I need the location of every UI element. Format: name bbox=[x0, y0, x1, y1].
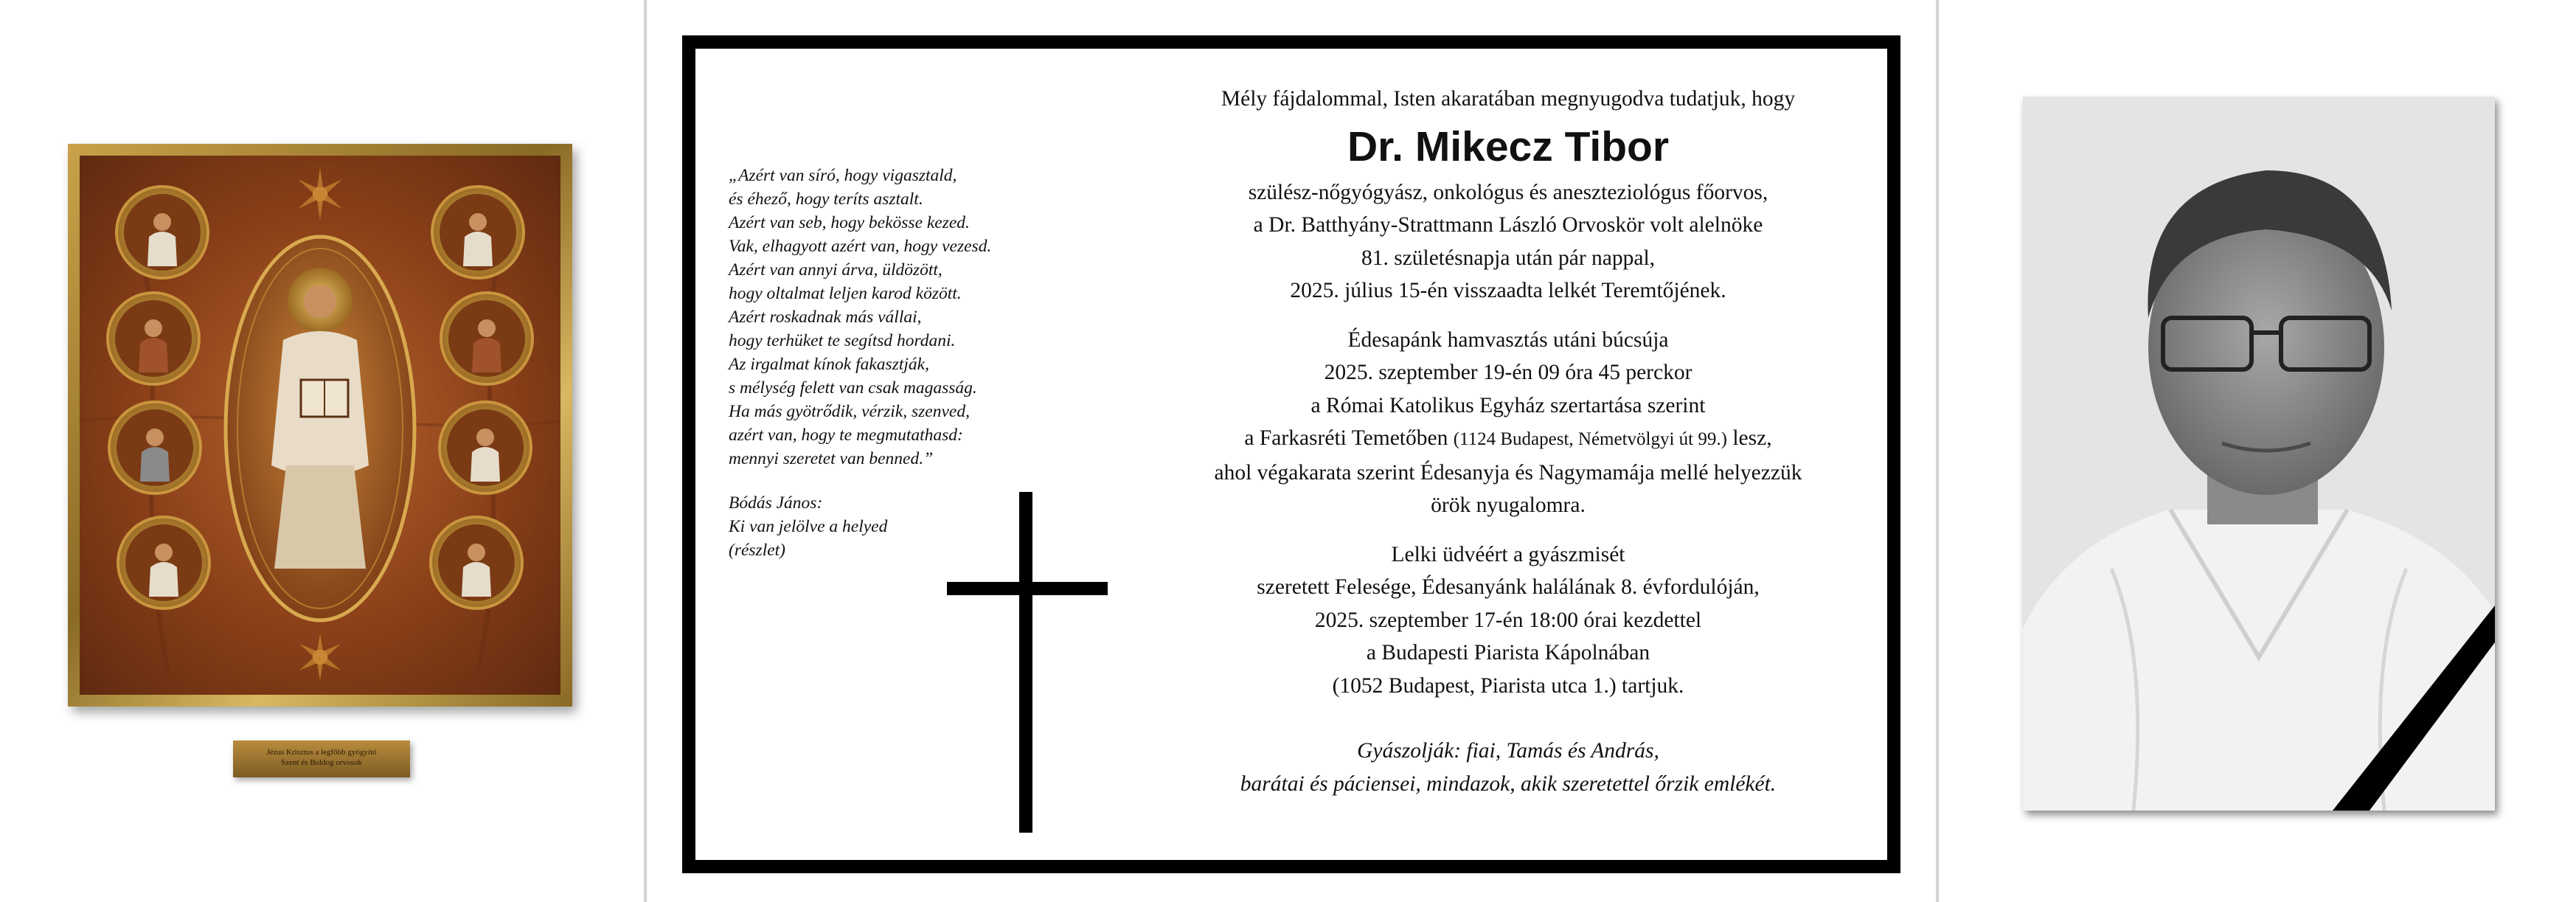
farewell-line: Édesapánk hamvasztás utáni búcsúja bbox=[1347, 327, 1669, 352]
farewell-cemetery-line bbox=[1158, 422, 1858, 457]
bio-line: szülész-nőgyógyász, onkológus és aneszteziológus főorvos, bbox=[1248, 180, 1768, 204]
poem-line: Az irgalmat kínok fakasztják, bbox=[729, 355, 929, 374]
poem bbox=[729, 164, 1046, 471]
mourners-line: Gyászolják: fiai, Tamás és András, bbox=[1357, 739, 1659, 763]
poem-line: hogy oltalmat leljen karod között. bbox=[729, 284, 962, 303]
plaque-line: Jézus Krisztus a legfőbb gyógyító bbox=[266, 748, 377, 757]
cross-horizontal-bar bbox=[947, 582, 1108, 595]
icon-painting bbox=[80, 156, 560, 695]
farewell-line: ahol végakarata szerint Édesanyja és Nagymamája mellé helyezzük bbox=[1214, 460, 1802, 485]
poem-line: mennyi szeretet van benned.” bbox=[729, 449, 934, 468]
poem-line: Azért van seb, hogy bekösse kezed. bbox=[729, 213, 970, 232]
portrait-image bbox=[2023, 97, 2495, 811]
portrait-photo bbox=[2023, 97, 2495, 811]
intro-line: Mély fájdalommal, Isten akaratában megnyugodva tudatjuk, hogy bbox=[1221, 87, 1796, 111]
mass-line: 2025. szeptember 17-én 18:00 órai kezdettel bbox=[1314, 608, 1702, 632]
icon-painting-frame bbox=[68, 144, 572, 707]
poem-line: Vak, elhagyott azért van, hogy vezesd. bbox=[729, 237, 992, 256]
bio-line: 81. születésnapja után pár nappal, bbox=[1361, 246, 1656, 270]
farewell-line: a Római Katolikus Egyház szertartása szerint bbox=[1310, 393, 1706, 417]
poem-line: s mélység felett van csak magasság. bbox=[729, 378, 977, 398]
poem-line: azért van, hogy te megmutathasd: bbox=[729, 426, 963, 445]
mourners-line: barátai és páciensei, mindazok, akik szeretettel őrzik emlékét. bbox=[1240, 771, 1777, 796]
christ-and-saints-icon bbox=[80, 156, 560, 695]
poem-line: Azért roskadnak más vállai, bbox=[729, 308, 922, 327]
poem-attribution bbox=[729, 491, 887, 562]
poem-author: Bódás János: bbox=[729, 493, 823, 513]
plaque-line: Szent és Boldog orvosok bbox=[281, 758, 362, 767]
cross-vertical-bar bbox=[1019, 492, 1032, 833]
bio-line: 2025. július 15-én visszaadta lelkét Teremtőjének. bbox=[1290, 279, 1726, 302]
star-icon bbox=[298, 167, 342, 221]
cemetery-address: (1124 Budapest, Németvölgyi út 99.) bbox=[1453, 429, 1727, 449]
mass-line: (1052 Budapest, Piarista utca 1.) tartjuk. bbox=[1332, 673, 1684, 698]
right-divider bbox=[1936, 0, 1939, 902]
mass-line: Lelki üdvéért a gyászmisét bbox=[1391, 542, 1625, 566]
left-divider bbox=[644, 0, 647, 902]
cemetery-line-end: lesz, bbox=[1732, 426, 1772, 450]
farewell-line: örök nyugalomra. bbox=[1431, 493, 1586, 517]
mass-line: a Budapesti Piarista Kápolnában bbox=[1366, 641, 1650, 665]
poem-title: Ki van jelölve a helyed bbox=[729, 517, 888, 536]
poem-excerpt-note: (részlet) bbox=[729, 541, 786, 560]
poem-line: Ha más gyötrődik, vérzik, szenved, bbox=[729, 402, 970, 421]
announcement bbox=[1158, 83, 1858, 800]
poem-line: és éhező, hogy teríts asztalt. bbox=[729, 190, 923, 209]
farewell-line: 2025. szeptember 19-én 09 óra 45 perckor bbox=[1324, 361, 1693, 384]
poem-line: hogy terhüket te segítsd hordani. bbox=[729, 331, 956, 350]
bio-line: a Dr. Batthyány-Strattmann László Orvoskör volt alelnöke bbox=[1253, 213, 1763, 237]
icon-title-plaque bbox=[233, 740, 410, 777]
cemetery-name: a Farkasréti Temetőben bbox=[1244, 426, 1448, 450]
deceased-name: Dr. Mikecz Tibor bbox=[1347, 122, 1670, 170]
poem-line: „Azért van síró, hogy vigasztald, bbox=[729, 166, 957, 185]
mass-line: szeretett Felesége, Édesanyánk halálának 8. évfordulóján, bbox=[1257, 575, 1760, 599]
poem-line: Azért van annyi árva, üldözött, bbox=[729, 260, 942, 280]
